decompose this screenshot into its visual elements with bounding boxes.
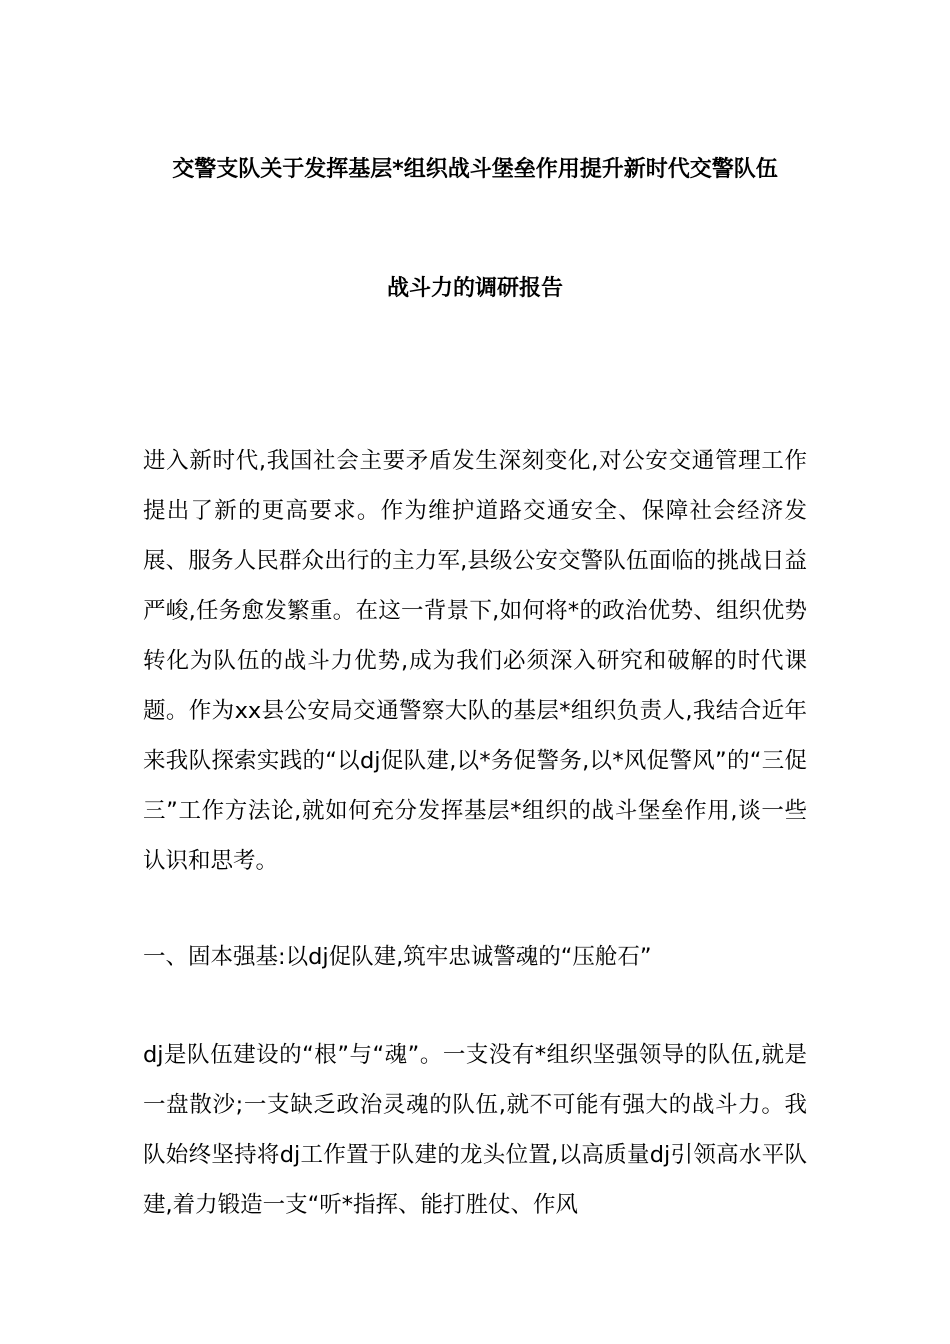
section-1-heading: 一、固本强基:以dj促队建,筑牢忠诚警魂的“压舱石” bbox=[143, 944, 652, 970]
section-1-paragraph: dj是队伍建设的“根”与“魂”。一支没有*组织坚强领导的队伍,就是一盘散沙;一支缺乏政治灵魂的队伍,就不可能有强大的战斗力。我队始终坚持将dj工作置于队建的龙头位置,以高质量dj引领高水平队建,着力锻造一支“听*指挥、能打胜仗、作风 bbox=[143, 1042, 807, 1218]
document-title-line-1: 交警支队关于发挥基层*组织战斗堡垒作用提升新时代交警队伍 bbox=[172, 157, 778, 182]
document-title-line-2: 战斗力的调研报告 bbox=[386, 276, 563, 301]
intro-paragraph: 进入新时代,我国社会主要矛盾发生深刻变化,对公安交通管理工作提出了新的更高要求。作为维护道路交通安全、保障社会经济发展、服务人民群众出行的主力军,县级公安交警队伍面临的挑战日益严峻,任务愈发繁重。在这一背景下,如何将*的政治优势、组织优势转化为队伍的战斗力优势,成为我们必须深入研究和破解的时代课题。作为xx县公安局交通警察大队的基层*组织负责人,我结合近年来我队探索实践的“以dj促队建,以*务促警务,以*风促警风”的“三促三”工作方法论,就如何充分发挥基层*组织的战斗堡垒作用,谈一些认识和思考。 bbox=[143, 448, 807, 874]
